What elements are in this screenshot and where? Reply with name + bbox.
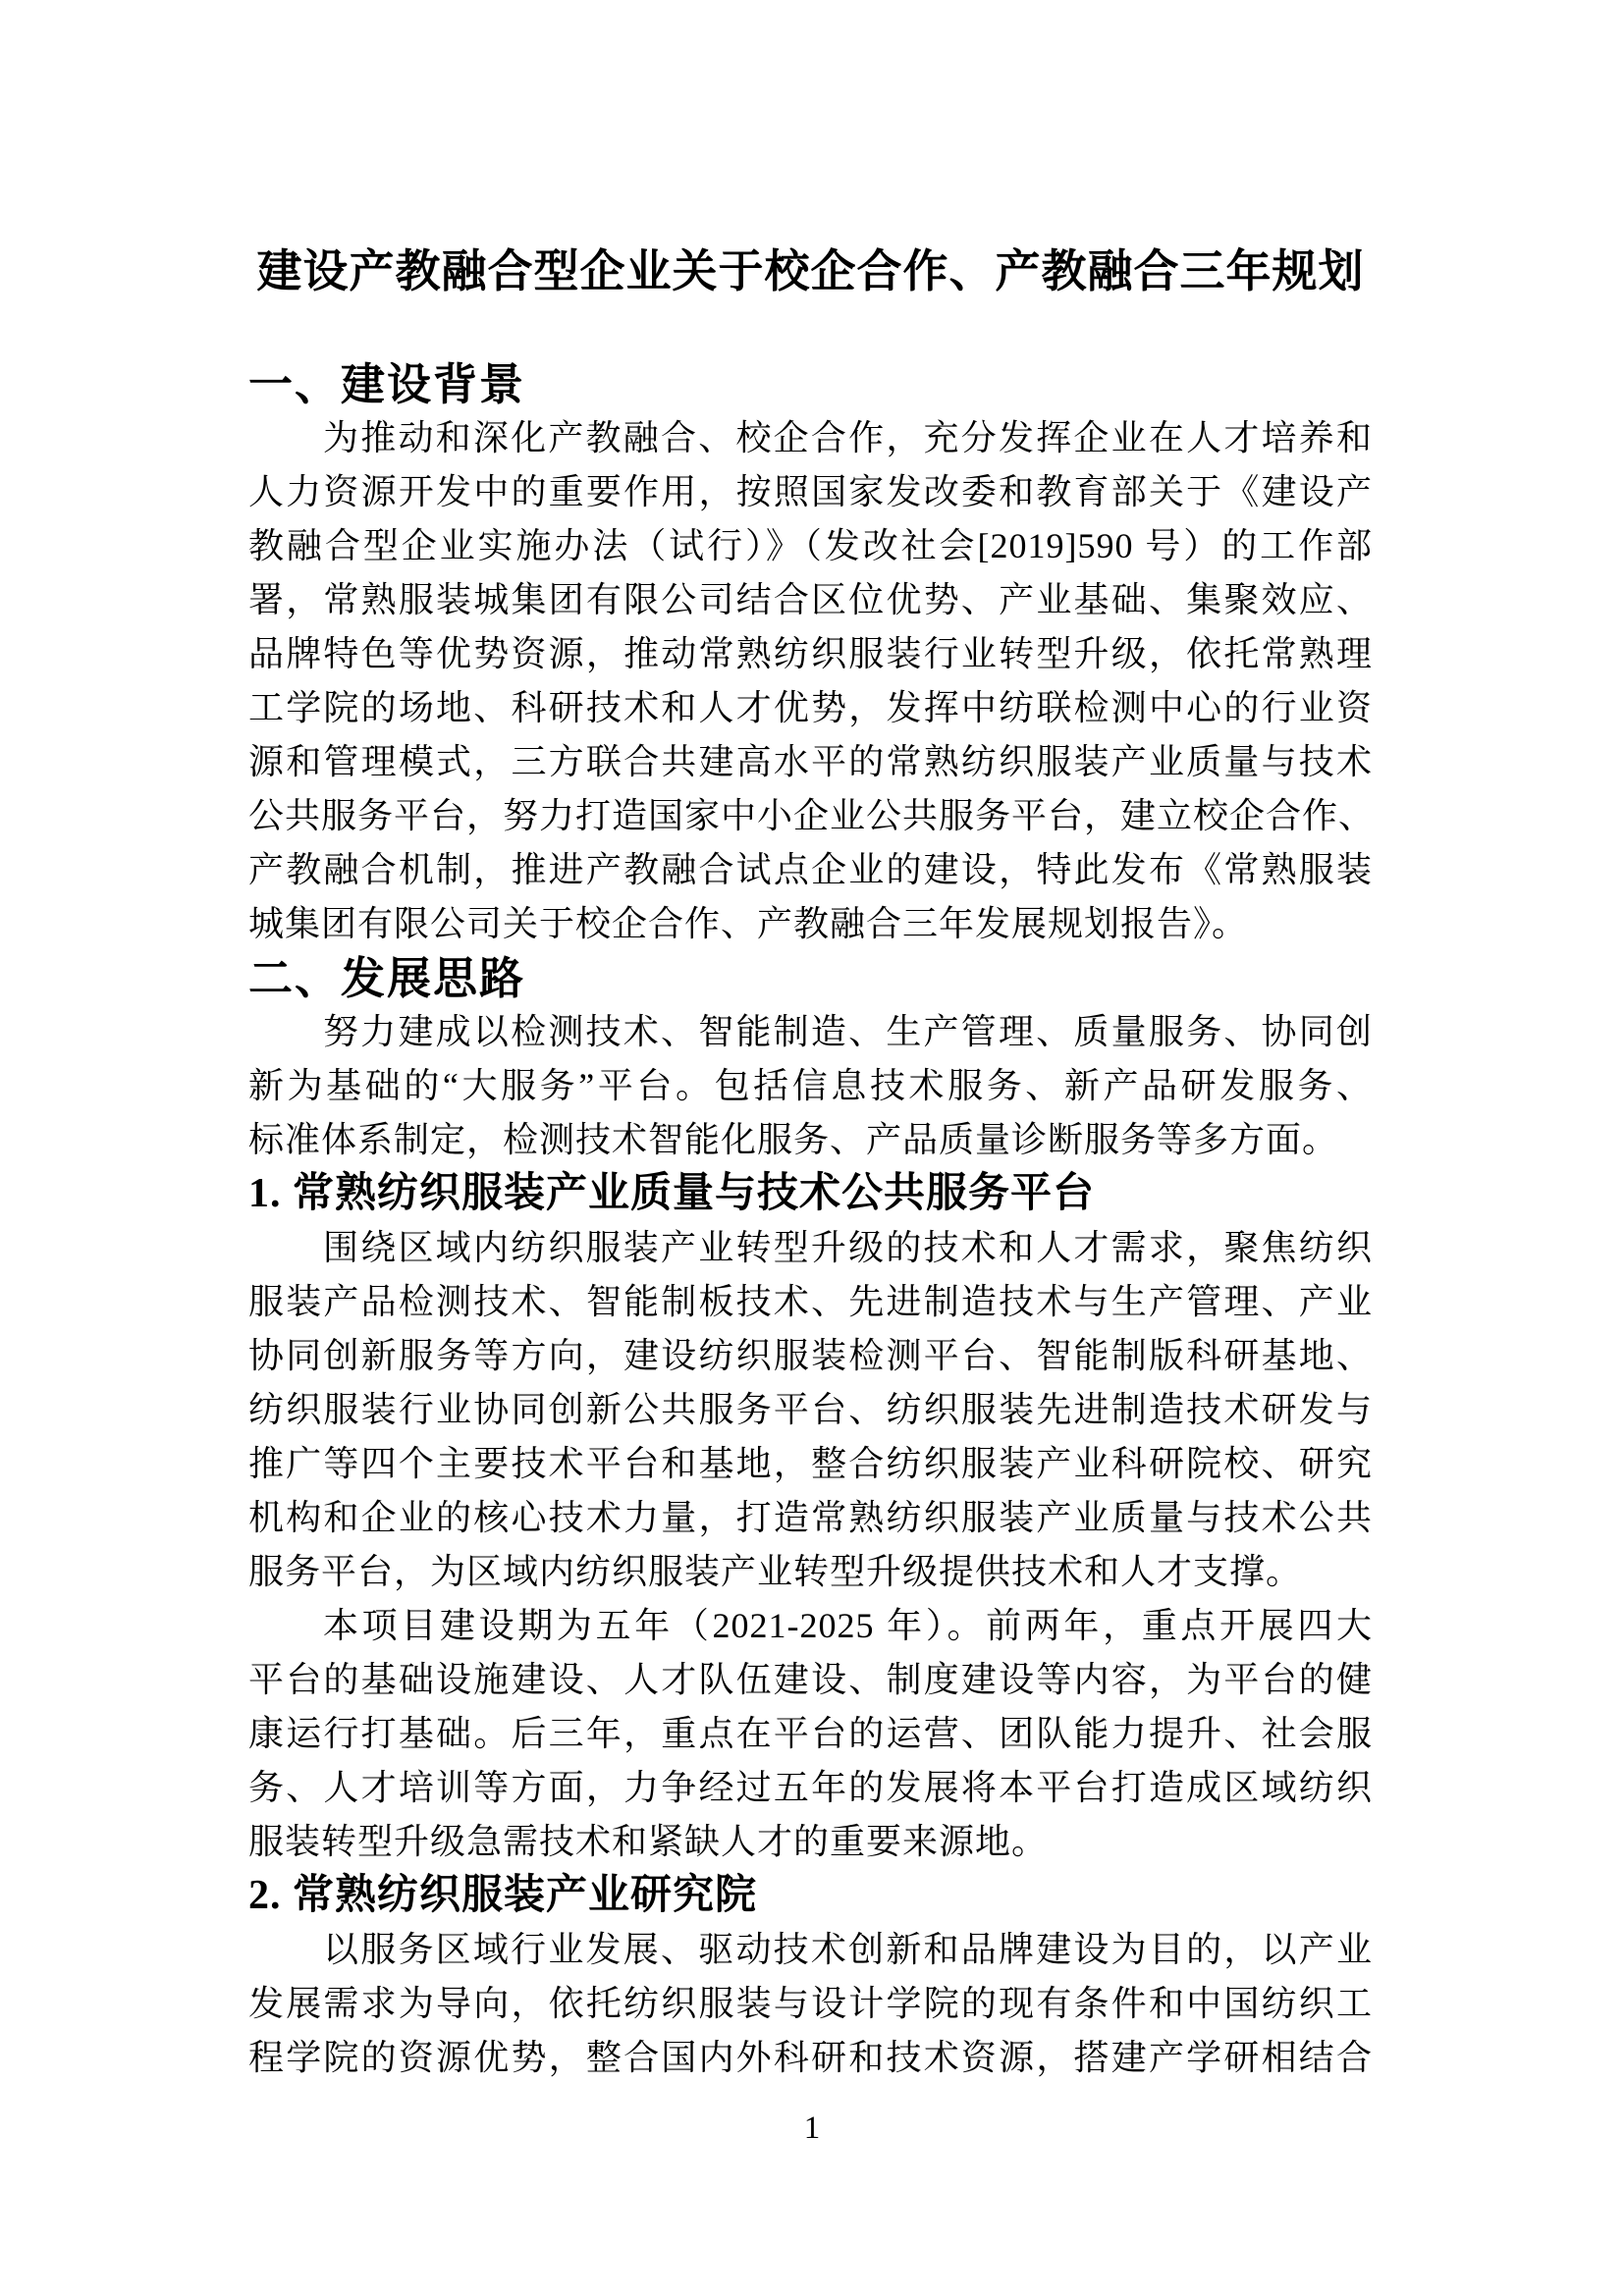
body-paragraph (248, 1923, 1373, 2085)
section-heading: 二、发展思路 (248, 953, 526, 1003)
paragraph-line: 工学院的场地、科研技术和人才优势，发挥中纺联检测中心的行业资 (248, 688, 1373, 727)
body-paragraph (248, 1005, 1373, 1167)
section-heading: 一、建设背景 (248, 359, 526, 409)
paragraph-line: 标准体系制定，检测技术智能化服务、产品质量诊断服务等多方面。 (248, 1120, 1339, 1159)
paragraph-line: 源和管理模式，三方联合共建高水平的常熟纺织服装产业质量与技术 (248, 742, 1373, 781)
paragraph-line: 程学院的资源优势，整合国内外科研和技术资源，搭建产学研相结合 (248, 2038, 1373, 2077)
paragraph-line: 署，常熟服装城集团有限公司结合区位优势、产业基础、集聚效应、 (248, 580, 1373, 619)
paragraph-line: 产教融合机制，推进产教融合试点企业的建设，特此发布《常熟服装 (248, 850, 1373, 889)
paragraph-line: 协同创新服务等方向，建设纺织服装检测平台、智能制版科研基地、 (248, 1336, 1373, 1375)
paragraph-line: 平台的基础设施建设、人才队伍建设、制度建设等内容，为平台的健 (248, 1660, 1373, 1699)
paragraph-line: 以服务区域行业发展、驱动技术创新和品牌建设为目的，以产业 (323, 1930, 1373, 1969)
document-title: 建设产教融合型企业关于校企合作、产教融合三年规划 (256, 245, 1365, 296)
subsection-heading: 2. 常熟纺织服装产业研究院 (248, 1873, 758, 1918)
paragraph-line: 公共服务平台，努力打造国家中小企业公共服务平台，建立校企合作、 (248, 796, 1376, 835)
paragraph-line: 努力建成以检测技术、智能制造、生产管理、质量服务、协同创 (323, 1012, 1373, 1051)
paragraph-line: 教融合型企业实施办法（试行）》（发改社会[2019]590 号）的工作部 (248, 526, 1373, 565)
paragraph-line: 纺织服装行业协同创新公共服务平台、纺织服装先进制造技术研发与 (248, 1390, 1373, 1429)
body-paragraph (248, 411, 1376, 951)
paragraph-line: 为推动和深化产教融合、校企合作，充分发挥企业在人才培养和 (323, 418, 1373, 457)
paragraph-line: 新为基础的“大服务”平台。包括信息技术服务、新产品研发服务、 (248, 1066, 1373, 1105)
subsection-heading: 1. 常熟纺织服装产业质量与技术公共服务平台 (248, 1171, 1096, 1216)
paragraph-line: 发展需求为导向，依托纺织服装与设计学院的现有条件和中国纺织工 (248, 1984, 1373, 2023)
page-number: 1 (803, 2110, 821, 2146)
paragraph-line: 康运行打基础。后三年，重点在平台的运营、团队能力提升、社会服 (248, 1714, 1373, 1753)
paragraph-line: 围绕区域内纺织服装产业转型升级的技术和人才需求，聚焦纺织 (323, 1228, 1373, 1267)
body-paragraph (248, 1599, 1373, 1869)
paragraph-line: 城集团有限公司关于校企合作、产教融合三年发展规划报告》。 (248, 904, 1249, 943)
paragraph-line: 机构和企业的核心技术力量，打造常熟纺织服装产业质量与技术公共 (248, 1498, 1373, 1537)
document-body (248, 357, 1376, 2085)
paragraph-line: 人力资源开发中的重要作用，按照国家发改委和教育部关于《建设产 (248, 472, 1373, 511)
paragraph-line: 服装转型升级急需技术和紧缺人才的重要来源地。 (248, 1822, 1049, 1861)
paragraph-line: 服务平台，为区域内纺织服装产业转型升级提供技术和人才支撑。 (248, 1552, 1303, 1591)
body-paragraph (248, 1221, 1373, 1599)
paragraph-line: 服装产品检测技术、智能制板技术、先进制造技术与生产管理、产业 (248, 1282, 1373, 1321)
paragraph-line: 务、人才培训等方面，力争经过五年的发展将本平台打造成区域纺织 (248, 1768, 1373, 1807)
paragraph-line: 品牌特色等优势资源，推动常熟纺织服装行业转型升级，依托常熟理 (248, 634, 1373, 673)
paragraph-line: 本项目建设期为五年（2021-2025 年）。前两年，重点开展四大 (323, 1606, 1373, 1645)
paragraph-line: 推广等四个主要技术平台和基地，整合纺织服装产业科研院校、研究 (248, 1444, 1373, 1483)
